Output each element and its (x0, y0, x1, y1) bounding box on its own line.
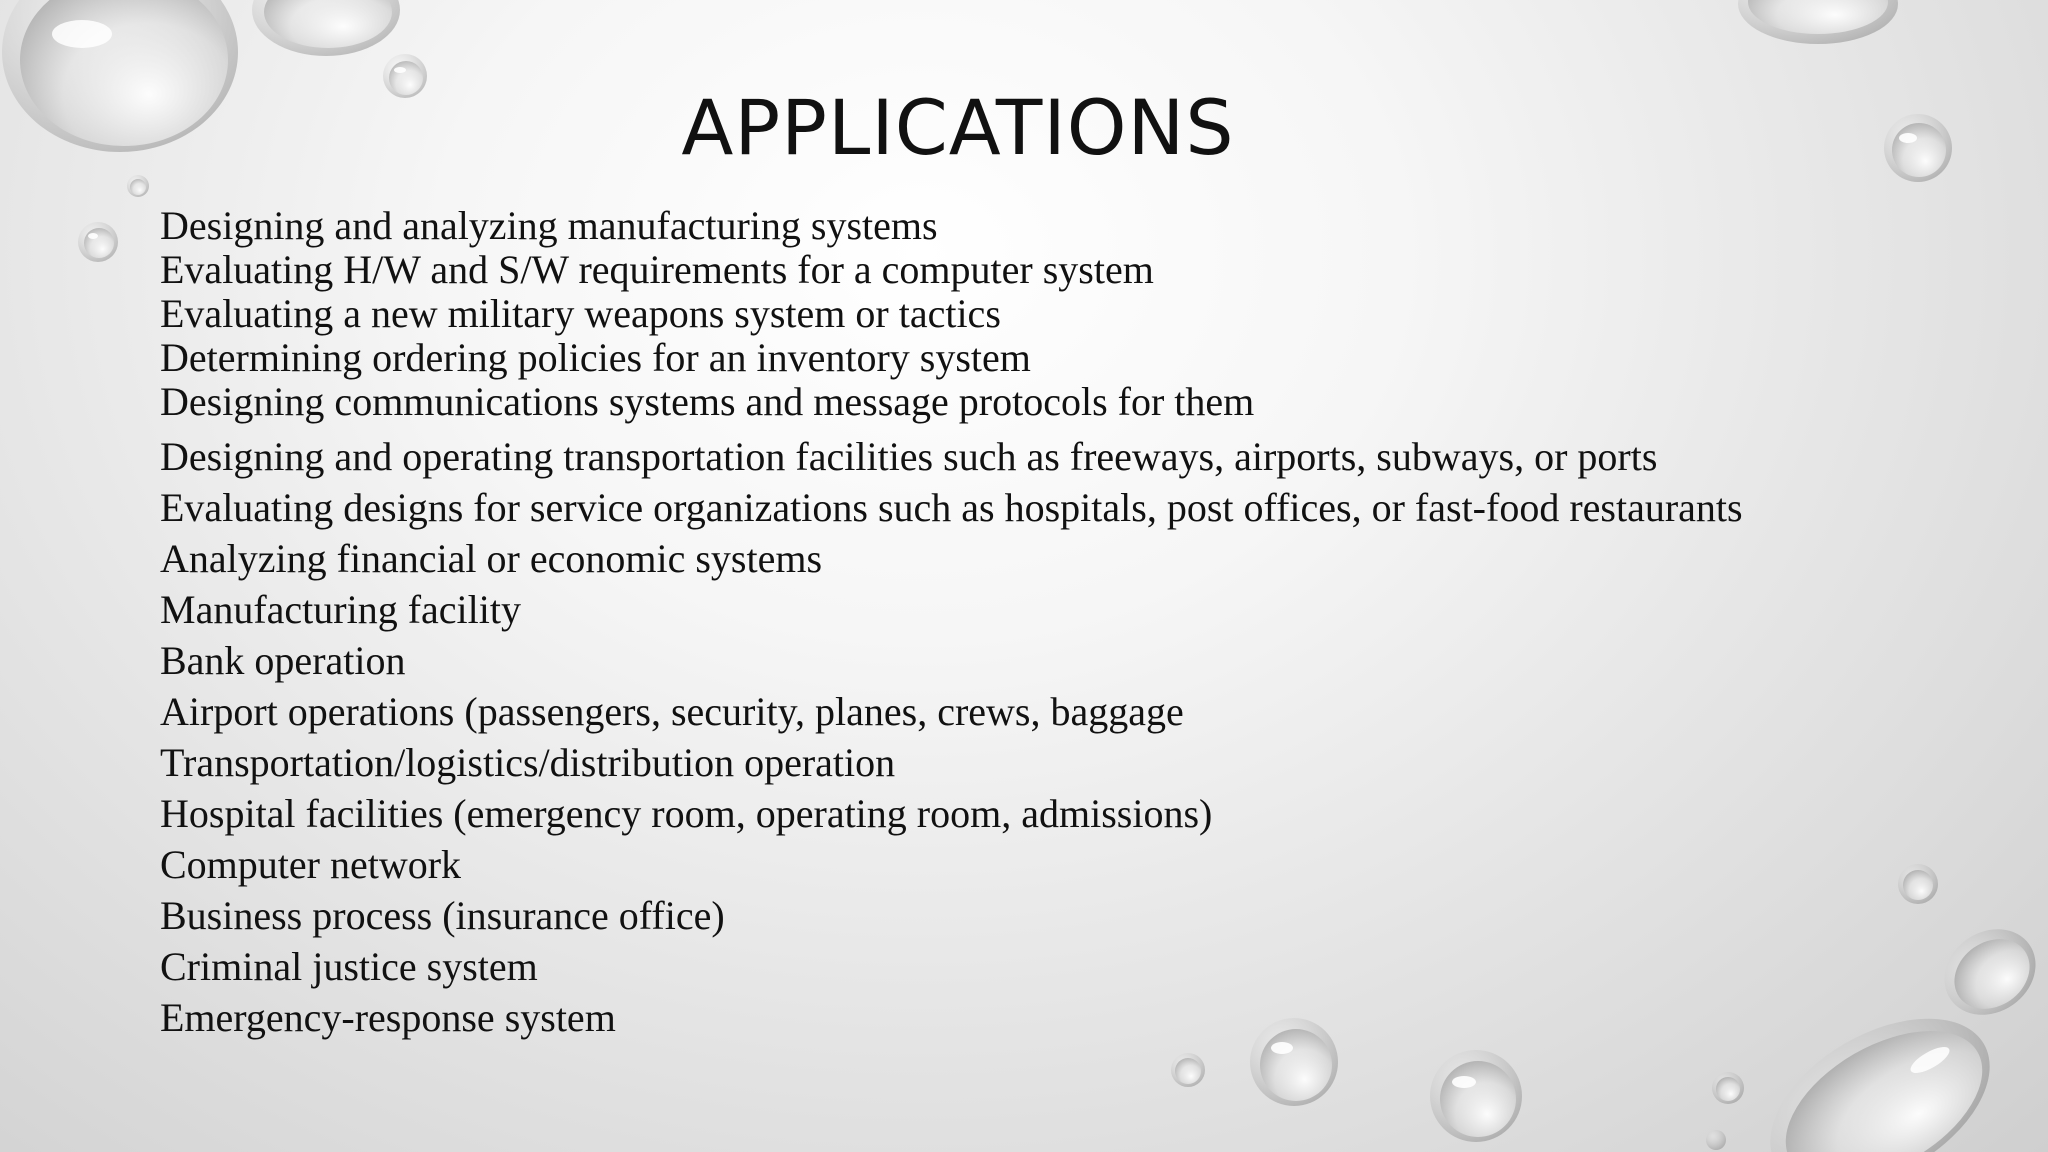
list-item: Designing and operating transportation facilities such as freeways, airports, subways, or ports (160, 434, 1658, 479)
drop-bottom-small-1 (1712, 1072, 1744, 1104)
list-item: Evaluating H/W and S/W requirements for a computer system (160, 247, 1154, 292)
drop-bottom-right-large (1741, 983, 2019, 1152)
list-item: Determining ordering policies for an inventory system (160, 335, 1031, 380)
list-item: Hospital facilities (emergency room, operating room, admissions) (160, 791, 1213, 836)
list-item: Criminal justice system (160, 944, 538, 989)
list-item: Evaluating designs for service organizations such as hospitals, post offices, or fast-food restaurants (160, 485, 1743, 530)
list-item: Bank operation (160, 638, 406, 683)
list-item: Transportation/logistics/distribution operation (160, 740, 896, 785)
list-item: Business process (insurance office) (160, 893, 725, 938)
list-item: Computer network (160, 842, 462, 887)
drop-small-3 (78, 222, 118, 262)
list-item: Manufacturing facility (160, 587, 521, 632)
list-item: Evaluating a new military weapons system or tactics (160, 291, 1001, 336)
drop-bottom-right-oval (1928, 912, 2048, 1033)
drop-bottom-small-2 (1706, 1130, 1726, 1150)
list-item: Designing communications systems and message protocols for them (160, 379, 1255, 424)
list-item: Emergency-response system (160, 995, 616, 1040)
list-item: Analyzing financial or economic systems (160, 536, 823, 581)
drop-top-left-medium (252, 0, 400, 56)
drop-bottom-small-3 (1171, 1053, 1205, 1087)
drop-top-right-large (1738, 0, 1898, 44)
slide-title: APPLICATIONS (681, 83, 1235, 172)
drop-bottom-right-tiny (1898, 864, 1938, 904)
drop-bottom-medium-1 (1430, 1050, 1522, 1142)
list-item: Designing and analyzing manufacturing systems (160, 203, 938, 248)
drop-small-2 (127, 175, 149, 197)
applications-list (160, 204, 1743, 1043)
list-item: Airport operations (passengers, security, planes, crews, baggage (160, 689, 1184, 734)
